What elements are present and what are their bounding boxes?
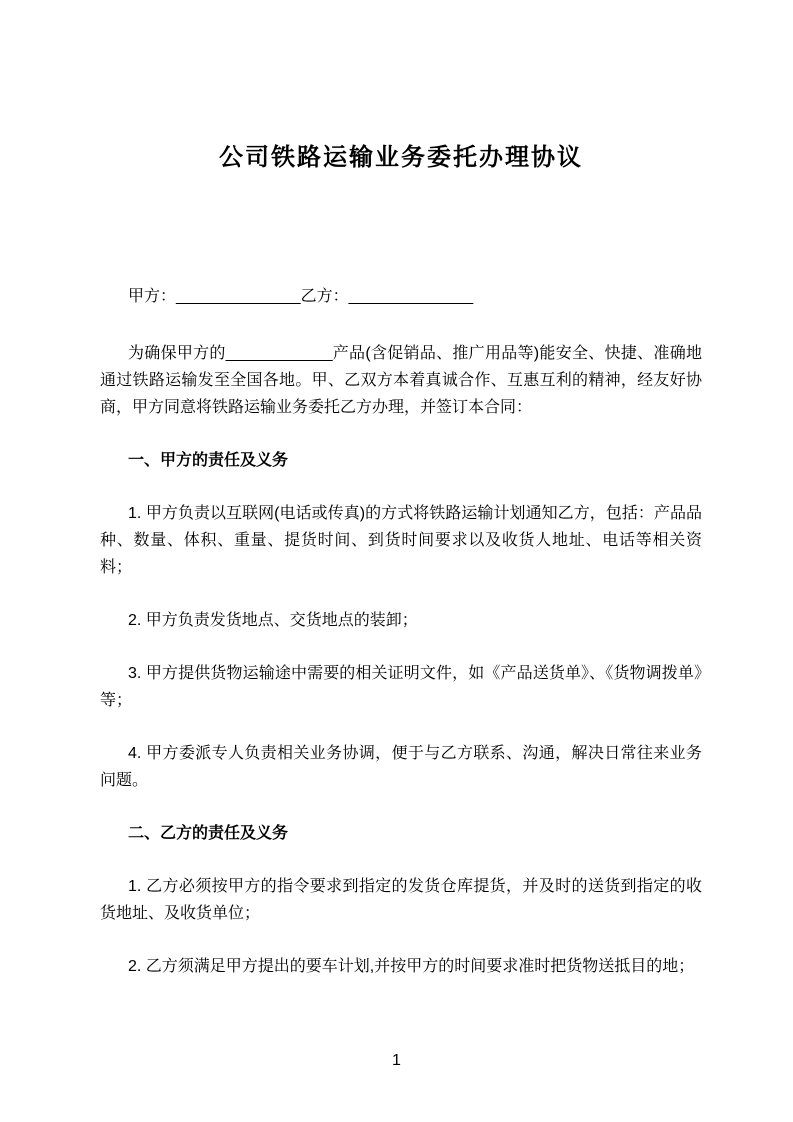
section-2-item-2: 2. 乙方须满足甲方提出的要车计划,并按甲方的时间要求准时把货物送抵目的地； xyxy=(128,958,695,975)
page-number: 1 xyxy=(392,1052,401,1069)
section-1-item-3: 3. 甲方提供货物运输途中需要的相关证明文件，如《产品送货单》、《货物调拨单》等； xyxy=(100,665,702,709)
section-1-item-1: 1. 甲方负责以互联网(电话或传真)的方式将铁路运输计划通知乙方，包括：产品品种、数量、体积、重量、提货时间、到货时间要求以及收货人地址、电话等相关资料； xyxy=(100,505,702,576)
intro-paragraph: 为确保甲方的____________产品(含促销品、推广用品等)能安全、快捷、准确地通过铁路运输发至全国各地。甲、乙双方本着真诚合作、互惠互利的精神，经友好协商，甲方同意将铁路运输业务委托乙方办理，并签订本合同： xyxy=(100,345,702,416)
document-title: 公司铁路运输业务委托办理协议 xyxy=(219,144,583,171)
section-2-heading: 二、乙方的责任及义务 xyxy=(128,825,289,842)
section-1-item-2: 2. 甲方负责发货地点、交货地点的装卸； xyxy=(128,612,418,629)
section-1-item-4: 4. 甲方委派专人负责相关业务协调，便于与乙方联系、沟通，解决日常往来业务问题。 xyxy=(100,745,702,789)
document-content xyxy=(100,0,702,980)
section-2-item-1: 1. 乙方必须按甲方的指令要求到指定的发货仓库提货，并及时的送货到指定的收货地址、及收货单位； xyxy=(100,878,702,922)
party-blank-line: 甲方：______________乙方：______________ xyxy=(128,288,474,305)
section-1-heading: 一、甲方的责任及义务 xyxy=(128,452,289,469)
